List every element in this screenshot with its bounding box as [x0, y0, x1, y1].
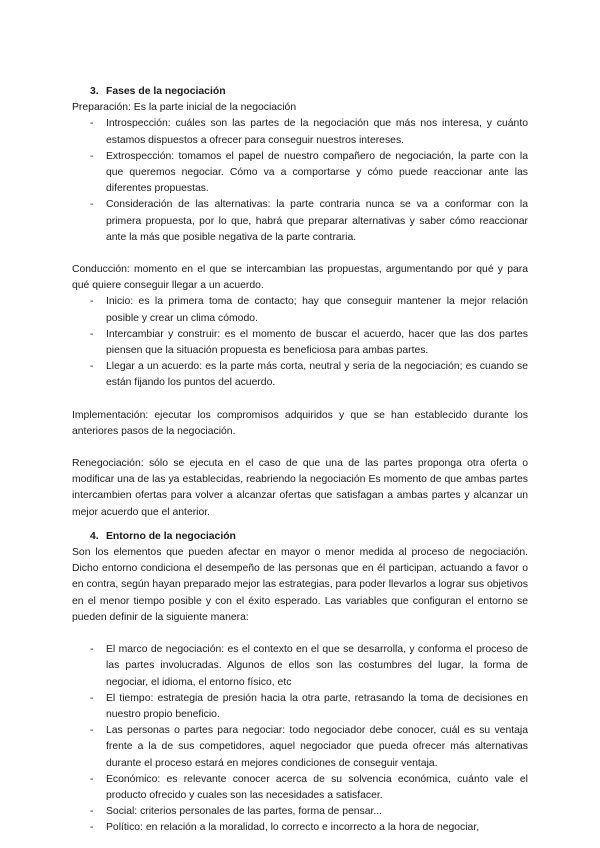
renegociacion-paragraph: Renegociación: sólo se ejecuta en el caso de que una de las partes proponga otra oferta o modificar una de las ya establecidas, reabriendo la negociación Es momento de que ambas partes intercambien ofertas para volver a alcanzar ofertas que satisfagan a ambas partes y alcanzar un mejor acuerdo que el anterior. — [72, 458, 528, 518]
conduccion-list — [72, 294, 528, 391]
section-title: Fases de la negociación — [106, 86, 226, 97]
list-item: - Introspección: cuáles son las partes de la negociación que más nos interesa, y cuánto estamos dispuestos a ofrecer para conseguir nuestros intereses. — [90, 118, 528, 146]
entorno-list — [72, 642, 528, 836]
section-heading-entorno — [90, 529, 528, 545]
list-item: - Político: en relación a la moralidad, lo correcto e incorrecto a la hora de negociar, — [90, 822, 480, 834]
list-item: - Las personas o partes para negociar: todo negociador debe conocer, cuál es su ventaja frente a la de sus competidores, aquel negociador que pueda ofrecer más alternativas durante el proceso estará en mejores condiciones de conseguir ventaja. — [90, 725, 528, 769]
list-item: - El marco de negociación: es el contexto en el que se desarrolla, y conforma el proceso de las partes involucradas. Algunos de ellos son las costumbres del lugar, la forma de negociar, el idioma, el entorno físico, etc — [90, 644, 528, 688]
section-number: 3. — [90, 86, 99, 97]
section-number: 4. — [90, 530, 99, 542]
list-item: - Social: criterios personales de las partes, forma de pensar... — [90, 806, 383, 818]
section-title: Entorno de la negociación — [106, 530, 236, 542]
section-heading-fases — [90, 84, 528, 100]
list-item: - Económico: es relevante conocer acerca de su solvencia económica, cuánto vale el producto ofrecido y cuales son las necesidades a satisfacer. — [90, 773, 528, 801]
entorno-intro: Son los elementos que pueden afectar en mayor o menor medida al proceso de negociación. Dicho entorno condiciona el desempeño de las personas que en él participan, actuando a favor o en contra, según hayan preparado mejor las estrategias, para poder llevarlos a lograr sus objetivos en el menor tiempo posible y con el éxito esperado. Las variables que configuran el entorno se pueden definir de la siguiente manera: — [72, 547, 528, 623]
implementacion-paragraph: Implementación: ejecutar los compromisos adquiridos y que se han establecido durante los anteriores pasos de la negociación. — [72, 409, 528, 437]
document-page — [72, 84, 528, 837]
list-item: - El tiempo: estrategia de presión hacia la otra parte, retrasando la toma de decisiones en nuestro propio beneficio. — [90, 692, 528, 720]
preparacion-intro: Preparación: Es la parte inicial de la negociación — [72, 102, 297, 114]
list-item: - Consideración de las alternativas: la parte contraria nunca se va a conformar con la primera propuesta, por lo que, habrá que preparar alternativas y saber cómo reaccionar ante la más que posible negativa de la parte contraria. — [90, 199, 528, 243]
conduccion-intro: Conducción: momento en el que se intercambian las propuestas, argumentando por qué y para qué quiere conseguir llegar a un acuerdo. — [72, 264, 528, 292]
list-item: - Extrospección: tomamos el papel de nuestro compañero de negociación, la parte con la que queremos negociar. Cómo va a comportarse y cómo puede reaccionar ante las diferentes propuestas. — [90, 150, 528, 195]
list-item: - Intercambiar y construir: es el momento de buscar el acuerdo, hacer que las dos partes piensen que la situación propuesta es beneficiosa para ambas partes. — [90, 328, 528, 357]
preparacion-list — [72, 116, 528, 246]
list-item: - Llegar a un acuerdo: es la parte más corta, neutral y seria de la negociación; es cuando se están fijando los puntos del acuerdo. — [90, 361, 528, 389]
list-item: - Inicio: es la primera toma de contacto; hay que conseguir mantener la mejor relación posible y crear un clima cómodo. — [90, 296, 528, 324]
